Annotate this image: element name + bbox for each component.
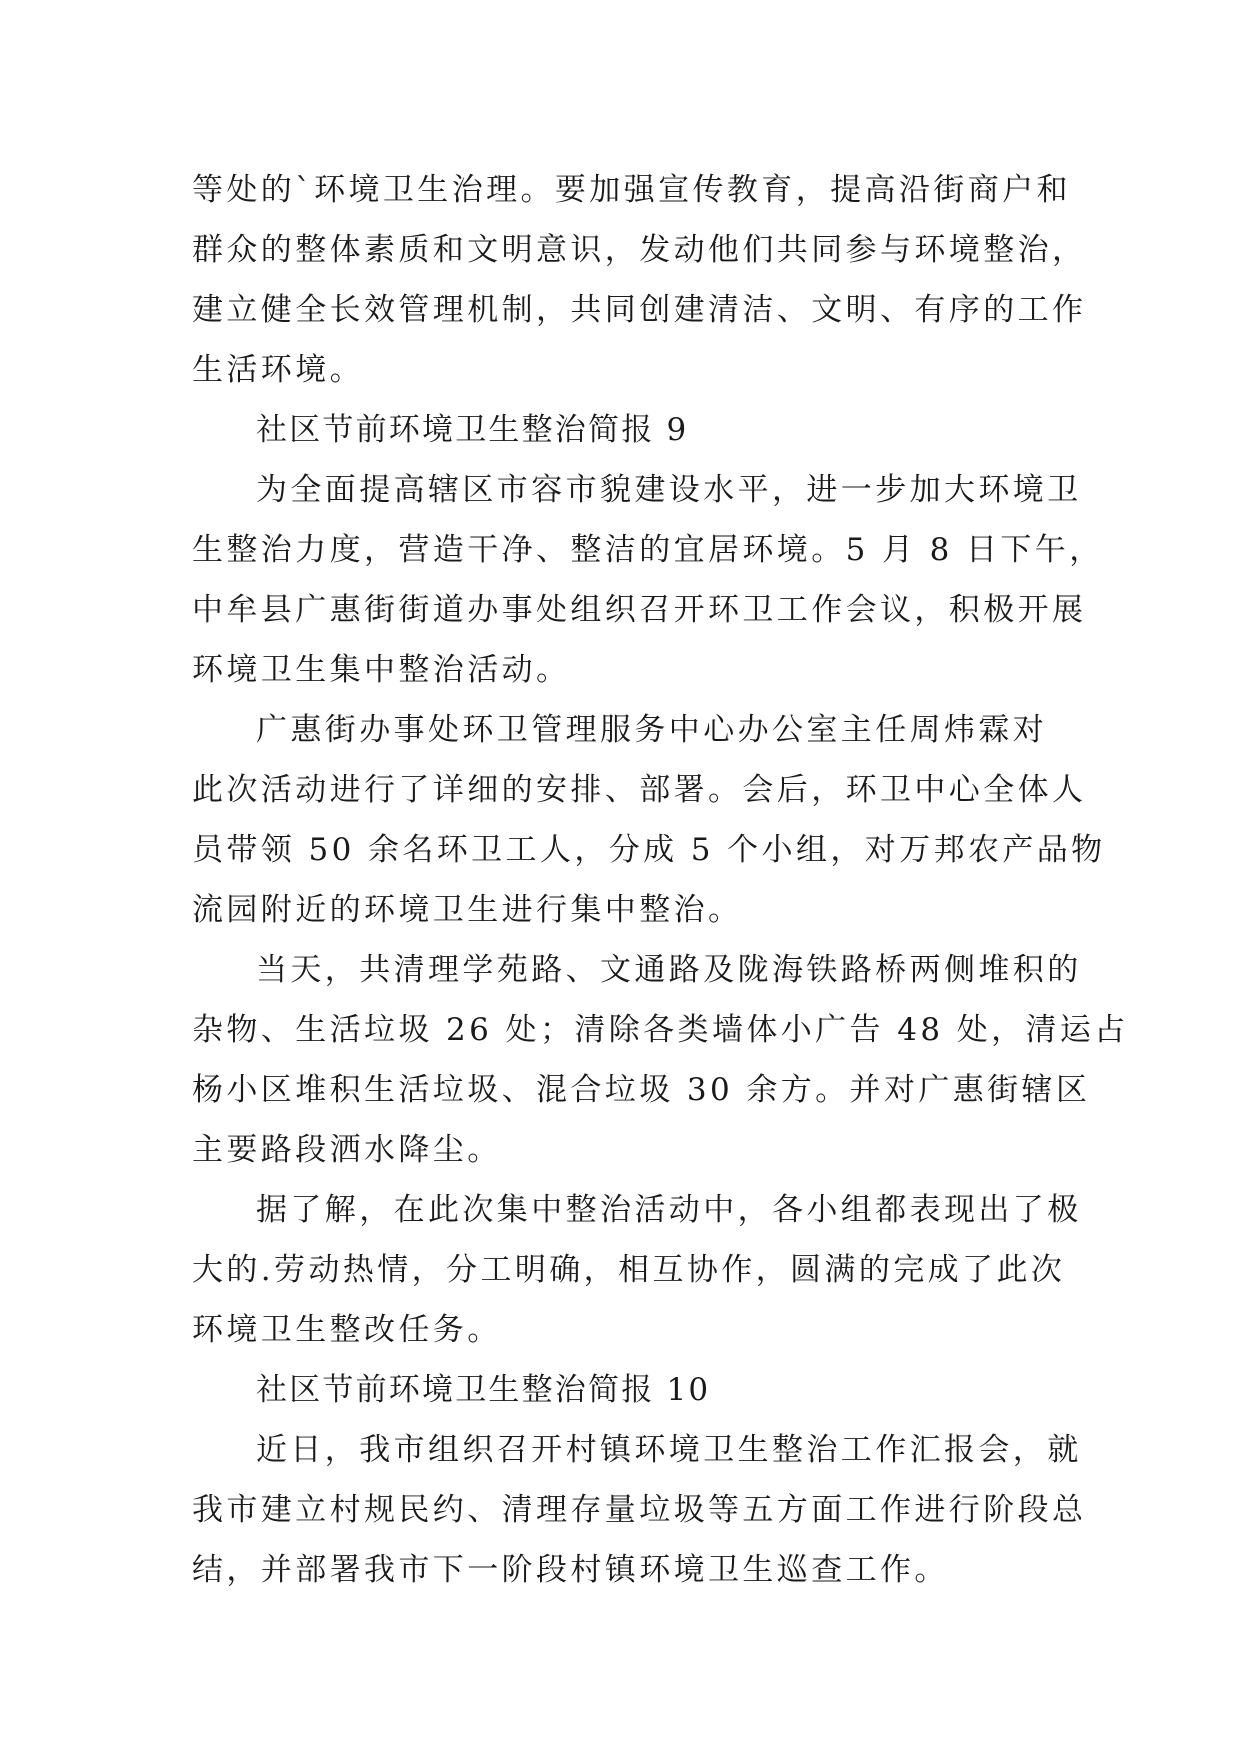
text-line: 主要路段洒水降尘。 [192,1132,502,1168]
text-line: 中牟县广惠街街道办事处组织召开环卫工作会议，积极开展 [192,592,1087,628]
text-line: 广惠街办事处环卫管理服务中心办公室主任周炜霖对 [256,712,1048,748]
text-line: 等处的`环境卫生治理。要加强宣传教育，提高沿街商户和 [192,172,1071,208]
text-line: 建立健全长效管理机制，共同创建清洁、文明、有序的工作 [192,292,1087,328]
paragraph [192,700,1106,940]
text-line: 生整治力度，营造干净、整洁的宜居环境。5 月 8 日下午， [192,532,1104,568]
text-line: 杂物、生活垃圾 26 处；清除各类墙体小广告 48 处，清运占 [192,1012,1129,1048]
text-line: 此次活动进行了详细的安排、部署。会后，环卫中心全体人 [192,772,1087,808]
section-heading: 社区节前环境卫生整治简报 9 [256,412,689,448]
document-page [192,160,1129,1600]
paragraph [192,1180,1082,1360]
text-line: 我市建立村规民约、清理存量垃圾等五方面工作进行阶段总 [192,1492,1087,1528]
paragraph [192,160,1087,400]
paragraph [192,940,1129,1180]
section-heading: 社区节前环境卫生整治简报 10 [256,1372,711,1408]
text-line: 当天，共清理学苑路、文通路及陇海铁路桥两侧堆积的 [256,952,1082,988]
text-line: 大的.劳动热情，分工明确，相互协作，圆满的完成了此次 [192,1252,1066,1288]
paragraph [192,1420,1087,1600]
paragraph [192,460,1104,700]
text-line: 环境卫生集中整治活动。 [192,652,571,688]
text-line: 生活环境。 [192,352,364,388]
text-line: 员带领 50 余名环卫工人，分成 5 个小组，对万邦农产品物 [192,832,1106,868]
text-line: 据了解，在此次集中整治活动中，各小组都表现出了极 [256,1192,1082,1228]
text-line: 结，并部署我市下一阶段村镇环境卫生巡查工作。 [192,1552,949,1588]
text-line: 群众的整体素质和文明意识，发动他们共同参与环境整治， [192,232,1087,268]
text-line: 为全面提高辖区市容市貌建设水平，进一步加大环境卫 [256,472,1082,508]
text-line: 近日，我市组织召开村镇环境卫生整治工作汇报会，就 [256,1432,1082,1468]
text-line: 环境卫生整改任务。 [192,1312,502,1348]
text-line: 杨小区堆积生活垃圾、混合垃圾 30 余方。并对广惠街辖区 [192,1072,1091,1108]
text-line: 流园附近的环境卫生进行集中整治。 [192,892,743,928]
